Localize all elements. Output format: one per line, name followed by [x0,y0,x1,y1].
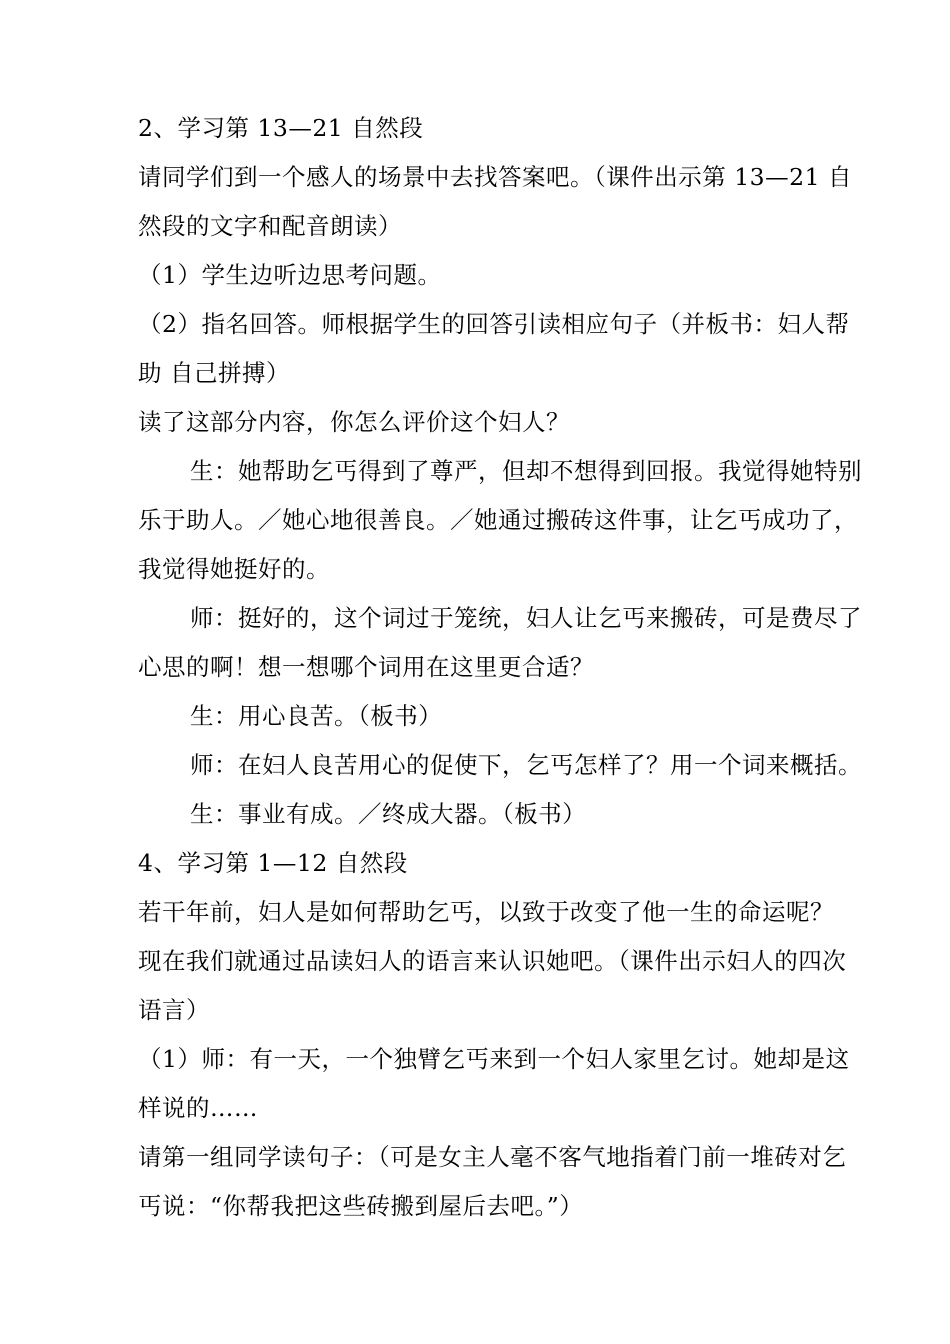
step-1-teacher-story: （1）师：有一天，一个独臂乞丐来到一个妇人家里乞讨。她却是这样说的…… [138,1045,850,1122]
student-answer-3: 生：事业有成。／终成大器。（板书） [190,800,587,828]
section-heading-1-12: 4、学习第 1—12 自然段 [138,849,408,877]
step-2-answer: （2）指名回答。师根据学生的回答引读相应句子（并板书：妇人帮助 自己拼搏） [138,310,850,387]
section-heading-13-21: 2、学习第 13—21 自然段 [138,114,424,142]
paragraph-intro-scene: 请同学们到一个感人的场景中去找答案吧。（课件出示第 13—21 自然段的文字和配音朗读） [138,163,852,240]
teacher-remark-1: 师：挺好的，这个词过于笼统，妇人让乞丐来搬砖，可是费尽了心思的啊！想一想哪个词用在这里更合适？ [138,604,862,681]
document-body [138,104,868,1231]
paragraph-read-language: 现在我们就通过品读妇人的语言来认识她吧。（课件出示妇人的四次语言） [138,947,847,1024]
paragraph-question-fate: 若干年前，妇人是如何帮助乞丐，以致于改变了他一生的命运呢？ [138,898,834,926]
paragraph-group-reading: 请第一组同学读句子：（可是女主人毫不客气地指着门前一堆砖对乞丐说：“你帮我把这些砖搬到屋后去吧。”） [138,1143,847,1220]
question-evaluate-woman: 读了这部分内容，你怎么评价这个妇人？ [138,408,570,436]
student-answer-2: 生：用心良苦。（板书） [190,702,443,730]
student-answer-1: 生：她帮助乞丐得到了尊严，但却不想得到回报。我觉得她特别乐于助人。／她心地很善良。／她通过搬砖这件事，让乞丐成功了，我觉得她挺好的。 [138,457,862,583]
step-1-listen: （1）学生边听边思考问题。 [138,261,442,289]
teacher-remark-2: 师：在妇人良苦用心的促使下，乞丐怎样了？用一个词来概括。 [190,751,862,779]
